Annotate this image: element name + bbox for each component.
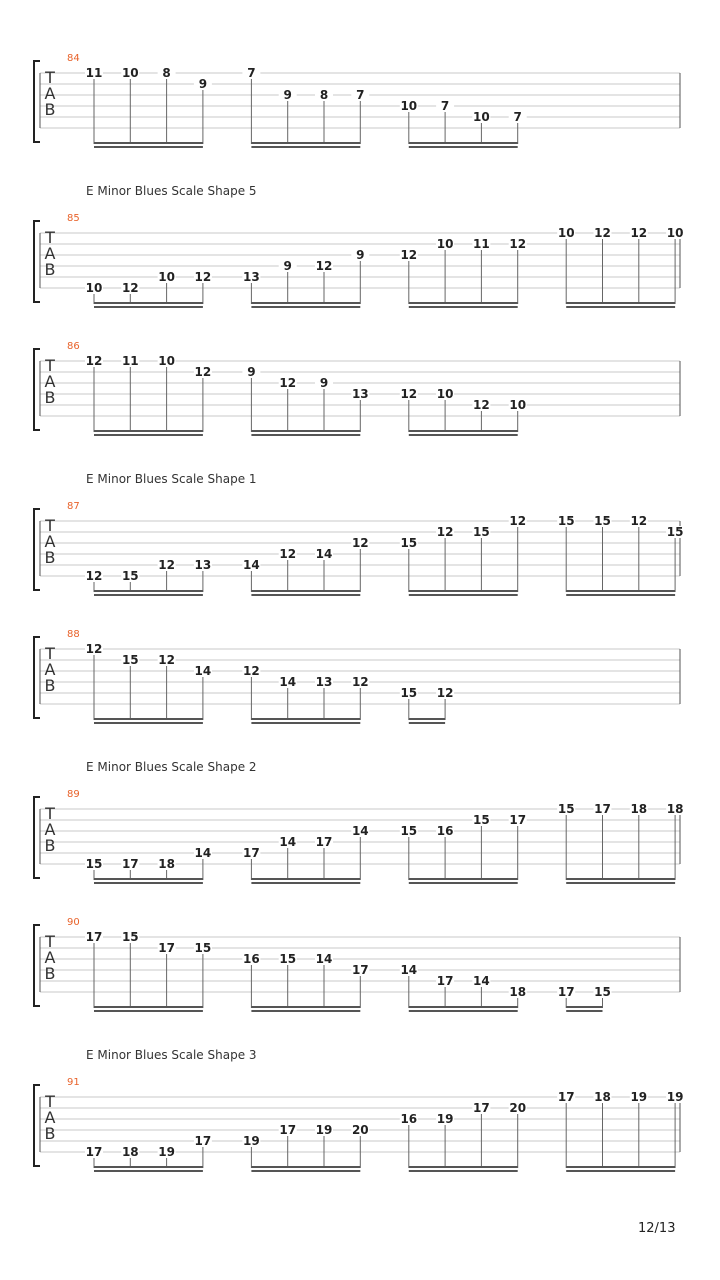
fret-number: 10 [121, 66, 139, 80]
fret-number: 12 [473, 398, 490, 412]
tab-clef-letter: T [45, 804, 55, 823]
fret-number: 19 [436, 1112, 454, 1126]
measure-number: 91 [67, 1077, 80, 1088]
fret-number: 10 [509, 398, 527, 412]
fret-number: 18 [630, 802, 648, 816]
fret-number: 10 [400, 99, 418, 113]
fret-number: 14 [194, 664, 212, 678]
fret-number: 17 [473, 1101, 490, 1115]
tab-clef-letter: A [44, 532, 56, 551]
tab-clef-letter: T [45, 228, 55, 247]
fret-number: 17 [436, 974, 454, 988]
tab-clef-letter: T [45, 644, 55, 663]
fret-number: 12 [243, 664, 260, 678]
fret-number: 7 [356, 88, 365, 102]
fret-number: 18 [594, 1090, 611, 1104]
fret-number: 10 [436, 237, 454, 251]
fret-number: 14 [279, 675, 297, 689]
fret-number: 12 [436, 686, 454, 700]
fret-number: 17 [557, 985, 575, 999]
fret-number: 17 [121, 857, 139, 871]
fret-number: 14 [194, 846, 212, 860]
tab-clef-letter: T [45, 932, 55, 951]
tab-clef-letter: B [44, 836, 56, 855]
staff-bracket [34, 349, 40, 430]
fret-number: 17 [279, 1123, 297, 1137]
fret-number: 15 [594, 514, 611, 528]
fret-number: 15 [121, 930, 139, 944]
fret-number: 11 [121, 354, 139, 368]
tab-clef-letter: T [45, 516, 55, 535]
fret-number: 17 [594, 802, 611, 816]
fret-number: 15 [557, 514, 575, 528]
measure-number: 84 [67, 53, 80, 64]
tab-clef-letter: B [44, 388, 56, 407]
tab-clef-letter: T [45, 68, 55, 87]
tab-clef-letter: A [44, 244, 56, 263]
tab-clef-letter: A [44, 1108, 56, 1127]
fret-number: 15 [666, 525, 684, 539]
fret-number: 15 [594, 985, 611, 999]
tab-clef-letter: A [44, 372, 56, 391]
tab-clef-letter: B [44, 100, 56, 119]
fret-number: 12 [436, 525, 454, 539]
tab-clef-letter: B [44, 548, 56, 567]
staff-bracket [34, 61, 40, 142]
fret-number: 12 [509, 514, 527, 528]
fret-number: 18 [121, 1145, 139, 1159]
fret-number: 15 [121, 569, 139, 583]
fret-number: 13 [351, 387, 369, 401]
fret-number: 9 [356, 248, 365, 262]
fret-number: 12 [630, 514, 648, 528]
fret-number: 12 [351, 675, 369, 689]
fret-number: 7 [247, 66, 256, 80]
fret-number: 12 [158, 558, 175, 572]
tab-clef-letter: A [44, 84, 56, 103]
fret-number: 13 [243, 270, 260, 284]
fret-number: 18 [509, 985, 527, 999]
fret-number: 9 [198, 77, 208, 91]
fret-number: 15 [400, 536, 418, 550]
staff-bracket [34, 221, 40, 302]
fret-number: 12 [158, 653, 175, 667]
fret-number: 9 [247, 365, 256, 379]
fret-number: 8 [162, 66, 171, 80]
fret-number: 15 [557, 802, 575, 816]
staff-bracket [34, 797, 40, 878]
measure-number: 87 [67, 501, 80, 512]
fret-number: 15 [400, 824, 418, 838]
fret-number: 17 [243, 846, 260, 860]
fret-number: 14 [279, 835, 297, 849]
fret-number: 12 [85, 642, 103, 656]
fret-number: 12 [315, 259, 333, 273]
fret-number: 14 [351, 824, 369, 838]
fret-number: 12 [400, 248, 418, 262]
staff-bracket [34, 509, 40, 590]
staff-bracket [34, 637, 40, 718]
fret-number: 15 [473, 525, 490, 539]
fret-number: 15 [473, 813, 490, 827]
fret-number: 16 [436, 824, 454, 838]
section-heading: E Minor Blues Scale Shape 1 [86, 472, 257, 486]
tab-clef-letter: A [44, 820, 56, 839]
tab-clef-letter: B [44, 676, 56, 695]
fret-number: 10 [666, 226, 684, 240]
staff-bracket [34, 1085, 40, 1166]
fret-number: 12 [400, 387, 418, 401]
fret-number: 13 [194, 558, 212, 572]
measure-number: 89 [67, 789, 80, 800]
fret-number: 17 [85, 930, 103, 944]
fret-number: 12 [194, 270, 212, 284]
fret-number: 12 [630, 226, 648, 240]
fret-number: 17 [315, 835, 333, 849]
tab-clef-letter: A [44, 660, 56, 679]
fret-number: 17 [557, 1090, 575, 1104]
fret-number: 10 [158, 354, 175, 368]
fret-number: 18 [666, 802, 684, 816]
tab-clef-letter: T [45, 356, 55, 375]
tab-clef-letter: B [44, 1124, 56, 1143]
fret-number: 10 [85, 281, 103, 295]
fret-number: 19 [243, 1134, 260, 1148]
section-heading: E Minor Blues Scale Shape 3 [86, 1048, 257, 1062]
fret-number: 12 [121, 281, 139, 295]
fret-number: 12 [85, 569, 103, 583]
fret-number: 17 [194, 1134, 212, 1148]
fret-number: 16 [243, 952, 260, 966]
tab-clef-letter: B [44, 964, 56, 983]
fret-number: 16 [400, 1112, 418, 1126]
measure-number: 85 [67, 213, 80, 224]
section-heading: E Minor Blues Scale Shape 2 [86, 760, 257, 774]
fret-number: 20 [509, 1101, 527, 1115]
fret-number: 15 [279, 952, 297, 966]
fret-number: 9 [283, 88, 292, 102]
fret-number: 14 [400, 963, 418, 977]
fret-number: 11 [85, 66, 103, 80]
fret-number: 15 [85, 857, 103, 871]
fret-number: 9 [283, 259, 292, 273]
fret-number: 12 [509, 237, 527, 251]
fret-number: 14 [243, 558, 260, 572]
fret-number: 7 [440, 99, 450, 113]
fret-number: 12 [594, 226, 611, 240]
fret-number: 13 [315, 675, 333, 689]
measure-number: 88 [67, 629, 80, 640]
fret-number: 10 [557, 226, 575, 240]
fret-number: 10 [436, 387, 454, 401]
fret-number: 9 [319, 376, 329, 390]
fret-number: 15 [194, 941, 212, 955]
fret-number: 12 [351, 536, 369, 550]
fret-number: 10 [473, 110, 490, 124]
fret-number: 12 [194, 365, 212, 379]
fret-number: 17 [351, 963, 369, 977]
fret-number: 19 [315, 1123, 333, 1137]
fret-number: 19 [630, 1090, 648, 1104]
tab-clef-letter: T [45, 1092, 55, 1111]
fret-number: 12 [85, 354, 103, 368]
fret-number: 11 [473, 237, 490, 251]
fret-number: 18 [158, 857, 175, 871]
staff-bracket [34, 925, 40, 1006]
fret-number: 19 [666, 1090, 684, 1104]
fret-number: 15 [121, 653, 139, 667]
fret-number: 7 [513, 110, 522, 124]
fret-number: 19 [158, 1145, 175, 1159]
page-number: 12/13 [638, 1221, 676, 1236]
fret-number: 10 [158, 270, 175, 284]
fret-number: 17 [158, 941, 175, 955]
fret-number: 12 [279, 376, 297, 390]
tab-clef-letter: A [44, 948, 56, 967]
fret-number: 14 [473, 974, 490, 988]
fret-number: 14 [315, 952, 333, 966]
section-heading: E Minor Blues Scale Shape 5 [86, 184, 257, 198]
fret-number: 17 [85, 1145, 103, 1159]
measure-number: 86 [67, 341, 80, 352]
fret-number: 20 [351, 1123, 369, 1137]
fret-number: 8 [319, 88, 329, 102]
fret-number: 14 [315, 547, 333, 561]
measure-number: 90 [67, 917, 80, 928]
fret-number: 17 [509, 813, 527, 827]
tab-clef-letter: B [44, 260, 56, 279]
fret-number: 12 [279, 547, 297, 561]
fret-number: 15 [400, 686, 418, 700]
